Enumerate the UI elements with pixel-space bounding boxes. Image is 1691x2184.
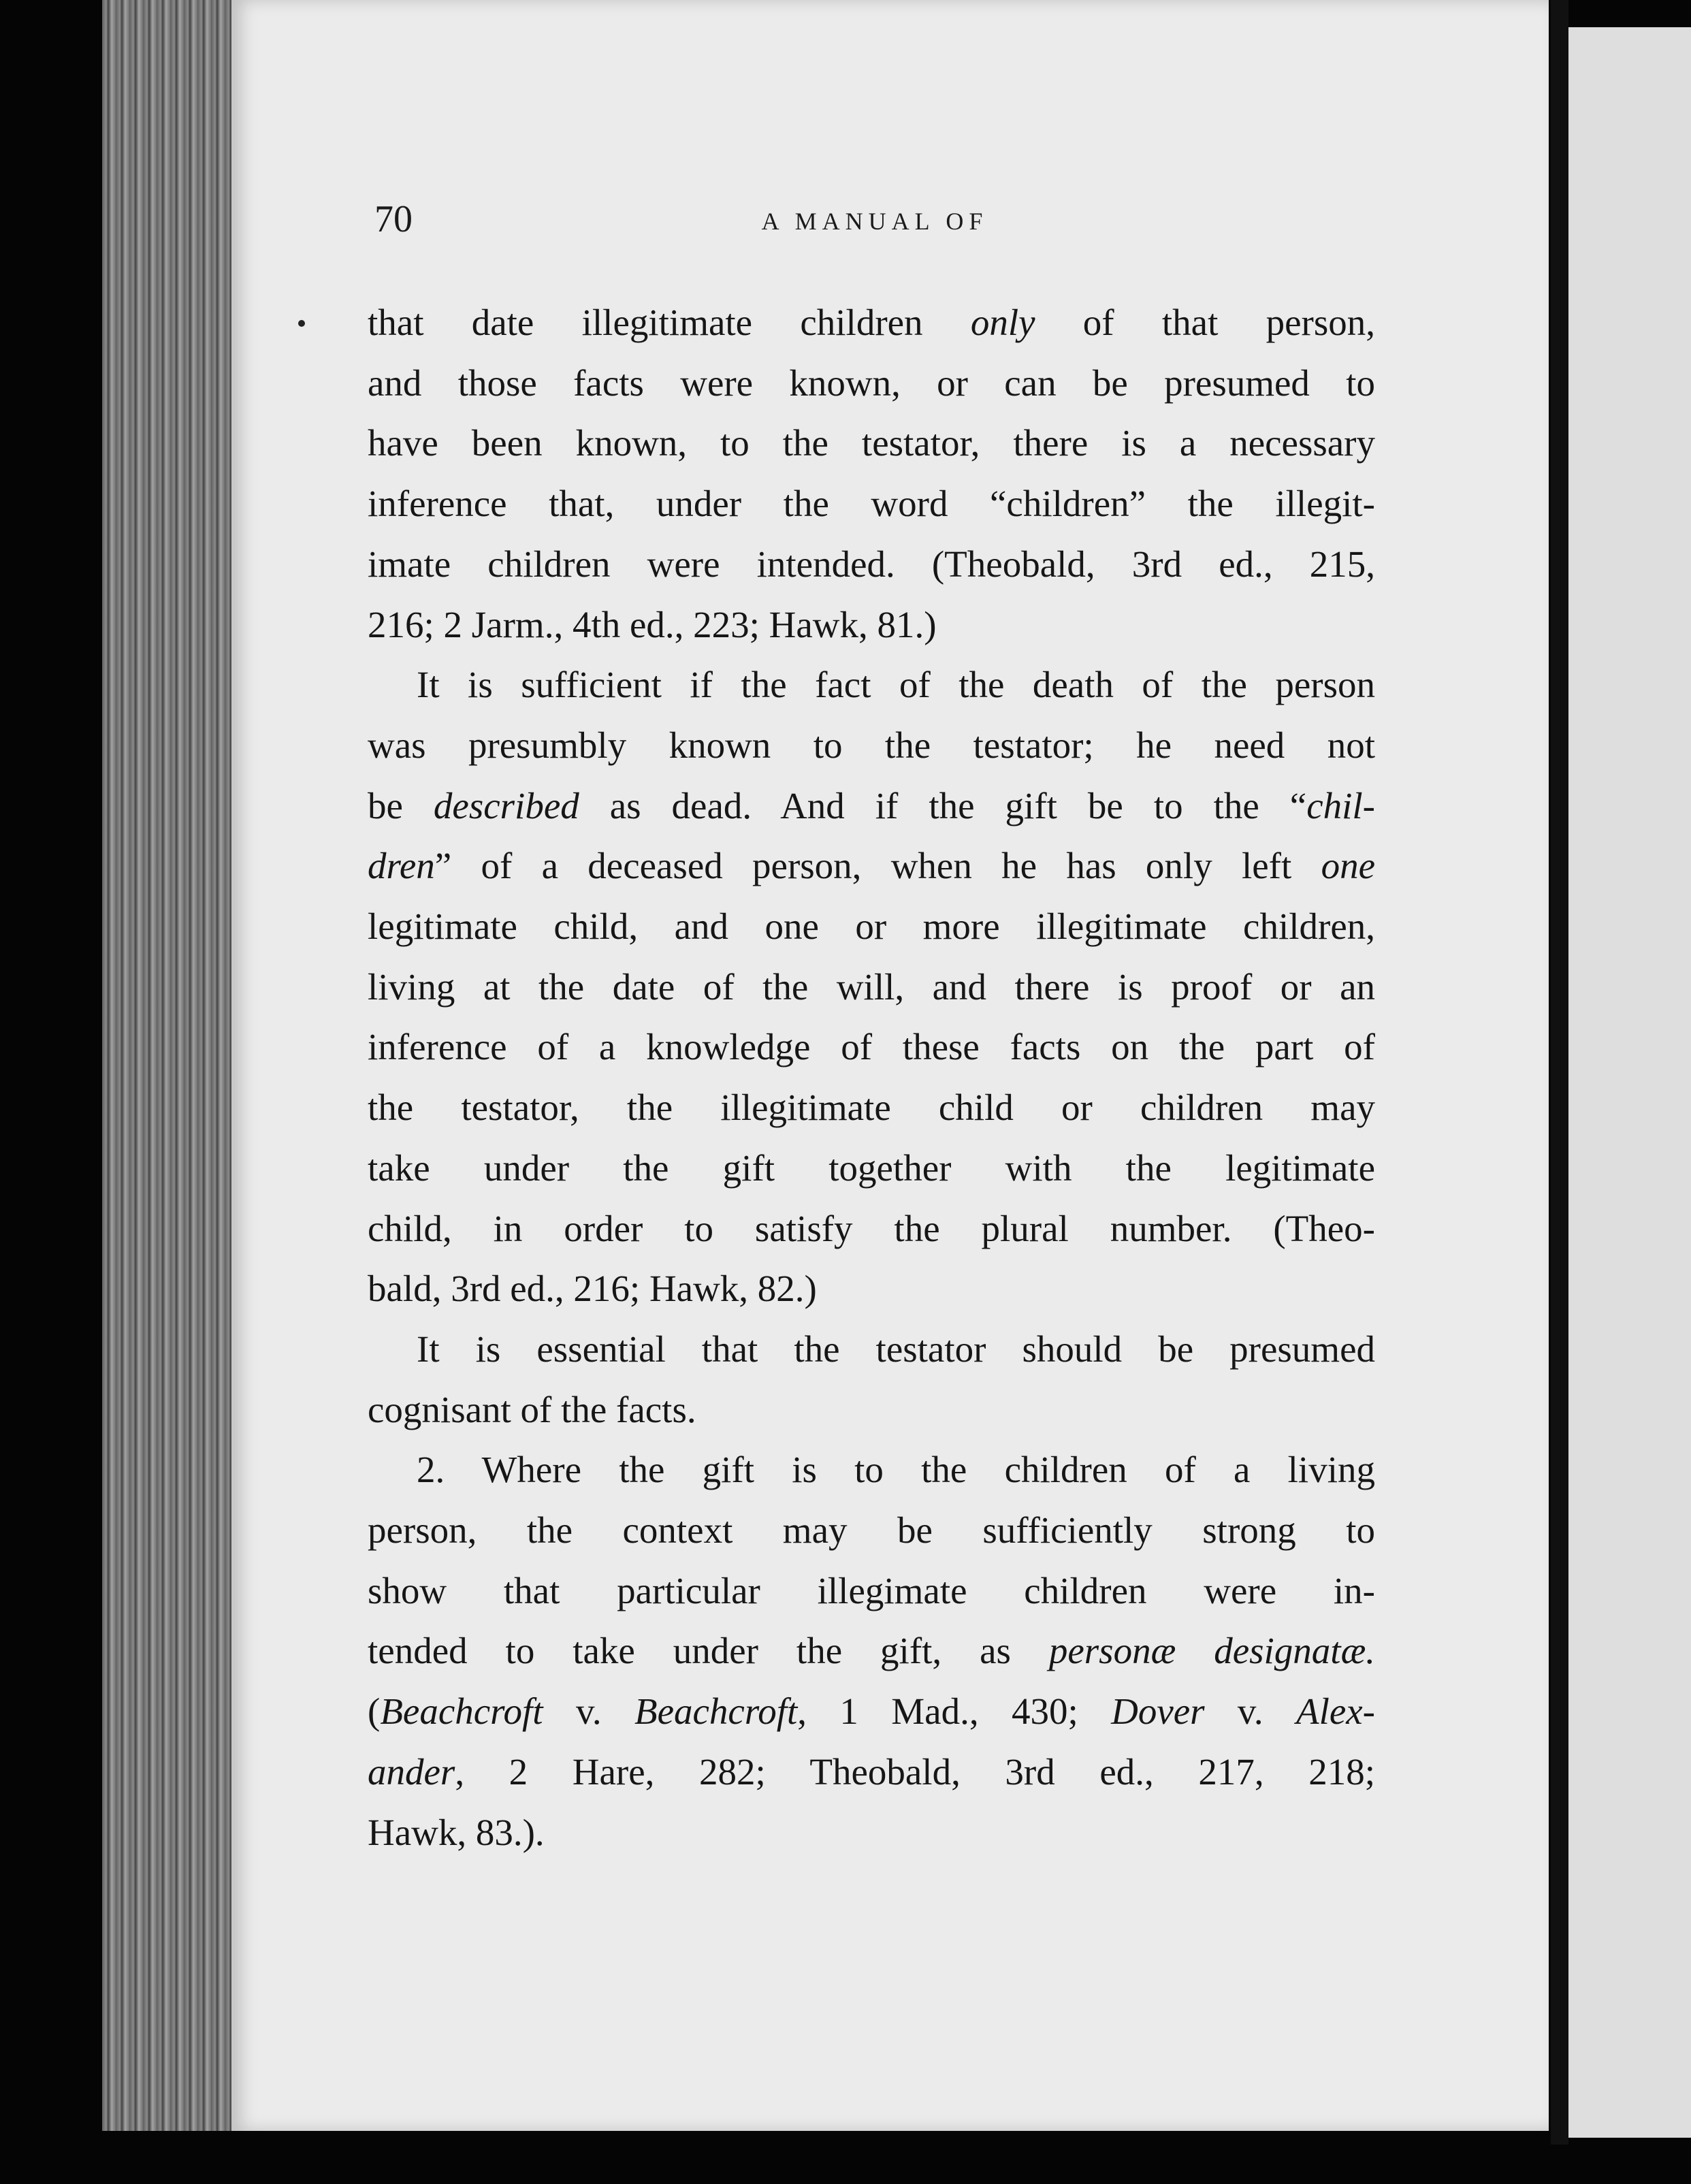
text-line: It is sufficient if the fact of the death of the person bbox=[417, 664, 1375, 706]
text-line: inference of a knowledge of these facts on the part of bbox=[368, 1026, 1375, 1068]
text-line: cognisant of the facts. bbox=[368, 1388, 696, 1430]
text-line: be described as dead. And if the gift be to the “chil- bbox=[368, 784, 1375, 826]
text-line: bald, 3rd ed., 216; Hawk, 82.) bbox=[368, 1268, 817, 1310]
italic-text: personæ designatæ. bbox=[1048, 1630, 1376, 1672]
italic-text: dren bbox=[368, 845, 435, 887]
text-line: legitimate child, and one or more illegitimate children, bbox=[368, 905, 1375, 948]
margin-mark bbox=[298, 320, 305, 327]
italic-text: Alex- bbox=[1295, 1690, 1375, 1733]
text-line: Hawk, 83.). bbox=[368, 1811, 545, 1853]
paragraph bbox=[368, 293, 1375, 655]
italic-text: ander bbox=[368, 1750, 455, 1793]
body-text bbox=[368, 293, 1375, 1863]
text-line: the testator, the illegitimate child or children may bbox=[368, 1087, 1375, 1129]
text-line: living at the date of the will, and there is proof or an bbox=[368, 965, 1375, 1008]
running-head bbox=[374, 197, 1375, 252]
paragraph bbox=[368, 655, 1375, 1319]
italic-text: described bbox=[433, 784, 579, 826]
text-line: and those facts were known, or can be presumed to bbox=[368, 362, 1375, 404]
italic-text: one bbox=[1321, 845, 1375, 887]
text-line: 216; 2 Jarm., 4th ed., 223; Hawk, 81.) bbox=[368, 603, 937, 645]
italic-text: Dover bbox=[1111, 1690, 1205, 1733]
gutter-shadow bbox=[1551, 0, 1568, 2145]
text-line: child, in order to satisfy the plural number. (Theo- bbox=[368, 1207, 1375, 1249]
text-line: inference that, under the word “children” the illegit- bbox=[368, 483, 1375, 525]
paragraph bbox=[368, 1440, 1375, 1863]
text-line: tended to take under the gift, as personæ designatæ. bbox=[368, 1630, 1376, 1672]
text-line: show that particular illegimate children were in- bbox=[368, 1569, 1375, 1611]
text-line: It is essential that the testator should be presumed bbox=[417, 1328, 1375, 1370]
facing-page-edge bbox=[1568, 27, 1691, 2138]
text-line: (Beachcroft v. Beachcroft, 1 Mad., 430; Dover v. Alex- bbox=[368, 1690, 1375, 1733]
text-line: person, the context may be sufficiently strong to bbox=[368, 1509, 1375, 1552]
text-line: ander, 2 Hare, 282; Theobald, 3rd ed., 217, 218; bbox=[368, 1750, 1375, 1793]
italic-text: Beachcroft bbox=[634, 1690, 798, 1733]
page-number: 70 bbox=[374, 198, 413, 240]
italic-text: only bbox=[970, 302, 1035, 343]
running-title: A MANUAL OF bbox=[761, 208, 988, 235]
italic-text: chil- bbox=[1306, 784, 1375, 826]
text-line: imate children were intended. (Theobald, 3rd ed., 215, bbox=[368, 543, 1375, 585]
text-line: take under the gift together with the legitimate bbox=[368, 1146, 1375, 1189]
book-page-edges bbox=[102, 0, 245, 2131]
text-line: was presumbly known to the testator; he need not bbox=[368, 724, 1375, 766]
paragraph bbox=[368, 1319, 1375, 1440]
text-line: dren” of a deceased person, when he has only left one bbox=[368, 845, 1375, 887]
text-line: have been known, to the testator, there is a necessary bbox=[368, 422, 1375, 464]
text-line: 2. Where the gift is to the children of a living bbox=[417, 1449, 1375, 1491]
text-line: that date illegitimate children only of that person, bbox=[368, 302, 1375, 343]
italic-text: Beachcroft bbox=[380, 1690, 543, 1733]
